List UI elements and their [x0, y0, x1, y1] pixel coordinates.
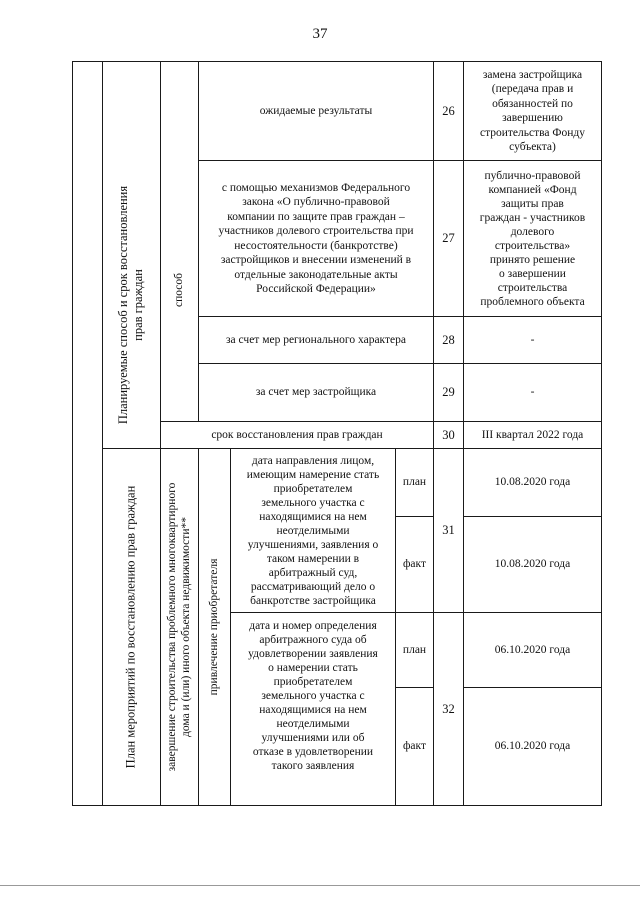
row-30-description: срок восстановления прав граждан — [211, 428, 383, 441]
item-31-description: дата направления лицом, имеющим намерение стать приобретателем земельного участка с находящимися на нем неотделимыми улучшениями, заявления о таком намерении в арбитражный суд, рассматривающий дело о банкротстве застройщика — [246, 454, 380, 607]
item-32-plan-value: 06.10.2020 года — [494, 643, 571, 656]
row-27-description: с помощью механизмов Федерального закона «О публично-правовой компании по защите прав граждан – участников долевого строительства при несостоятельности (банкротстве) застройщиков и внесении изменений в отдельные законодательные акты Российской Федерации» — [218, 181, 414, 295]
item-32-plan-label: план — [402, 643, 427, 656]
item-31-number: 31 — [442, 523, 455, 538]
row-26-value: замена застройщика (передача прав и обязанностей по завершению строительства Фонду субъекта) — [479, 68, 586, 153]
item-32-fact-label: факт — [402, 740, 427, 753]
item-32-fact-value: 06.10.2020 года — [494, 740, 571, 753]
item-31-fact-label: факт — [402, 558, 427, 571]
item-31-plan-value: 10.08.2020 года — [494, 476, 571, 489]
row-28-description: за счет мер регионального характера — [226, 333, 406, 346]
section-plan-subheader: завершение строительства проблемного многоквартирного дома и (или) иного объекта недвижимости** — [166, 482, 192, 772]
method-label: способ — [173, 273, 185, 308]
row-26-description: ожидаемые результаты — [259, 104, 373, 117]
page-number: 37 — [312, 26, 328, 42]
item-31-fact-value: 10.08.2020 года — [494, 558, 571, 571]
row-27-number: 27 — [442, 231, 455, 246]
row-28-number: 28 — [442, 332, 455, 347]
row-29-value: - — [530, 386, 535, 399]
section-restoration-header: Планируемые способ и срок восстановления прав граждан — [116, 185, 145, 425]
row-30-value: III квартал 2022 года — [481, 428, 584, 441]
row-29-number: 29 — [442, 385, 455, 400]
row-26-number: 26 — [442, 103, 455, 118]
row-28-value: - — [530, 333, 535, 346]
row-30-number: 30 — [442, 427, 455, 442]
row-29-description: за счет мер застройщика — [255, 386, 377, 399]
item-32-number: 32 — [442, 701, 455, 716]
row-27-value: публично-правовой компанией «Фонд защиты прав граждан - участников долевого строительства» принято решение о завершении строительства проблемного объекта — [479, 169, 586, 308]
item-32-description: дата и номер определения арбитражного суда об удовлетворении заявления о намерении стать приобретателем земельного участка с находящимися на нем неотделимыми улучшениями или об отказе в удовлетворении такого заявления — [248, 620, 378, 772]
item-31-plan-label: план — [402, 476, 427, 489]
page-bottom-rule — [0, 885, 640, 886]
section-plan-header: План мероприятий по восстановлению прав граждан — [123, 485, 138, 769]
investor-label: привлечение приобретателя — [208, 558, 220, 696]
